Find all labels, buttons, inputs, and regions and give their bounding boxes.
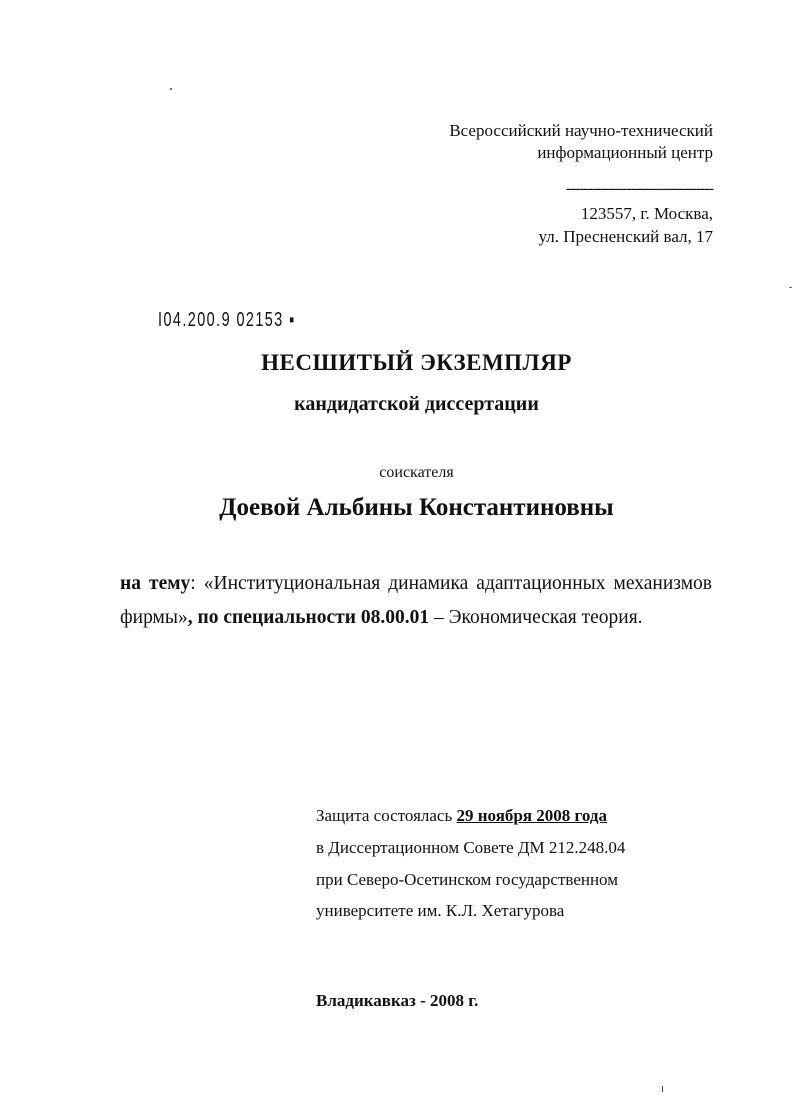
- scan-speck: [662, 1086, 663, 1092]
- registration-stamp: [158, 309, 296, 332]
- document-subtitle: кандидатской диссертации: [294, 393, 539, 415]
- defense-line-4: университете им. К.Л. Хетагурова: [316, 901, 565, 920]
- topic-specialty-name: – Экономическая теория.: [429, 607, 643, 628]
- stamp-number: I04.200.9 02153: [158, 309, 284, 331]
- recipient-line-2: информационный центр: [537, 143, 713, 162]
- topic-title: «Институциональная динамика адаптационных механизмов фирмы»: [120, 573, 712, 628]
- applicant-label: соискателя: [379, 464, 454, 481]
- dissertation-topic: [120, 567, 712, 635]
- topic-prefix: на тему: [120, 573, 191, 594]
- topic-colon: :: [190, 573, 204, 594]
- defense-line-3: при Северо-Осетинском государственном: [316, 870, 618, 889]
- stamp-mark: ▪: [289, 309, 296, 331]
- scan-speck: [789, 287, 792, 288]
- defense-line-1: [316, 805, 607, 827]
- topic-specialty: , по специальности 08.00.01: [187, 607, 430, 628]
- city-year: Владикавказ - 2008 г.: [316, 991, 479, 1010]
- recipient-line-1: Всероссийский научно-технический: [449, 121, 713, 140]
- scan-speck: [170, 88, 172, 90]
- defense-intro: Защита состоялась: [316, 806, 457, 825]
- recipient-separator: ----------------------------------: [565, 180, 713, 197]
- applicant-name: Доевой Альбины Константиновны: [219, 494, 614, 521]
- recipient-address-1: 123557, г. Москва,: [580, 204, 713, 223]
- defense-line-2: в Диссертационном Совете ДМ 212.248.04: [316, 838, 626, 857]
- document-title: НЕСШИТЫЙ ЭКЗЕМПЛЯР: [261, 350, 572, 375]
- recipient-address-2: ул. Пресненский вал, 17: [538, 227, 713, 246]
- defense-date: 29 ноября 2008 года: [456, 806, 607, 825]
